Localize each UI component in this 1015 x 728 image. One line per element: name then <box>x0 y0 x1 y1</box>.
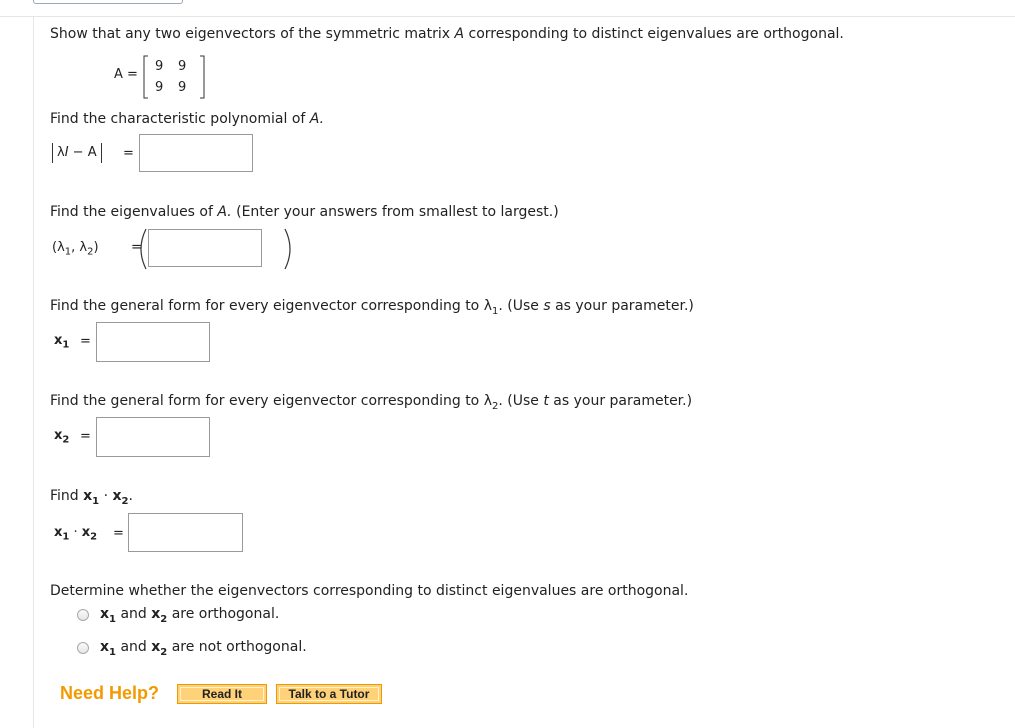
vector-sub: 2 <box>160 646 168 658</box>
equals-sign: = <box>131 240 142 255</box>
vector-sub: 1 <box>109 613 116 625</box>
equals-sign: = <box>80 334 91 349</box>
x1-label <box>54 333 69 351</box>
vector-x: x <box>100 639 110 655</box>
label-sub: 2 <box>87 246 94 258</box>
vector-sub: 2 <box>62 434 70 446</box>
question-prompt <box>50 26 844 42</box>
radio-orthogonal[interactable] <box>77 609 89 621</box>
eigenvalues-label <box>52 240 99 258</box>
instruction-var: A. <box>309 111 325 127</box>
vector-sub: 1 <box>62 339 70 351</box>
x2-label <box>54 428 69 446</box>
option-text: are not orthogonal. <box>167 639 307 655</box>
dot-symbol: · <box>69 525 82 540</box>
period: . <box>128 488 133 504</box>
determinant-bars <box>52 143 102 163</box>
label-sub: 1 <box>64 246 72 258</box>
label-part: ) <box>93 240 99 255</box>
matrix-cell: 9 <box>155 59 164 74</box>
vector-x: x <box>54 333 63 348</box>
vector-x: x <box>54 428 63 443</box>
eigenvalues-instruction <box>50 204 559 220</box>
char-poly-input[interactable] <box>139 134 253 172</box>
need-help-label: Need Help? <box>60 683 160 703</box>
matrix-cell: 9 <box>155 80 164 95</box>
instruction-text-end: (Enter your answers from smallest to largest.) <box>231 204 559 220</box>
instruction-text: Find the general form for every eigenvector corresponding to λ <box>50 393 492 409</box>
dot-instruction <box>50 488 133 507</box>
equals-sign: = <box>123 146 134 161</box>
instruction-text: Find the characteristic polynomial of <box>50 111 310 127</box>
matrix-cell: 9 <box>178 59 187 74</box>
option-text: and <box>116 639 152 655</box>
vector-sub: 2 <box>121 495 129 507</box>
matrix-brackets <box>141 54 207 100</box>
matrix-cell: 9 <box>178 80 187 95</box>
eigvec1-instruction <box>50 298 694 317</box>
vector-x: x <box>81 525 91 540</box>
orthogonal-instruction: Determine whether the eigenvectors corresponding to distinct eigenvalues are orthogonal. <box>50 583 689 599</box>
option-text: and <box>116 606 152 622</box>
vector-sub: 1 <box>92 495 100 507</box>
top-rule <box>0 16 1015 17</box>
read-it-label: Read It <box>201 687 242 701</box>
vector-sub: 2 <box>160 613 168 625</box>
char-poly-label <box>52 143 102 163</box>
vector-x: x <box>151 639 161 655</box>
talk-to-tutor-label: Talk to a Tutor <box>288 687 370 701</box>
label-part: (λ <box>52 240 65 255</box>
param-var: s <box>543 298 551 314</box>
param-var: t <box>543 393 549 409</box>
read-it-button[interactable] <box>177 684 267 704</box>
instruction-text: Find <box>50 488 84 504</box>
instruction-text: . (Use <box>498 393 544 409</box>
talk-to-tutor-button[interactable] <box>276 684 382 704</box>
option-orthogonal[interactable] <box>100 606 279 625</box>
top-frame <box>0 0 1015 16</box>
instruction-text: Find the eigenvalues of <box>50 204 218 220</box>
dot-symbol: · <box>99 488 113 504</box>
radio-not-orthogonal[interactable] <box>77 642 89 654</box>
header-tab-edge <box>33 0 183 4</box>
instruction-sub: 1 <box>491 305 499 317</box>
eigvec2-instruction <box>50 393 692 412</box>
identity-symbol: I <box>64 145 69 160</box>
vector-sub: 2 <box>90 531 98 543</box>
instruction-var: A. <box>217 204 232 220</box>
instruction-text: Find the general form for every eigenvector corresponding to λ <box>50 298 492 314</box>
eigenvalues-input[interactable] <box>148 229 262 267</box>
eigvec2-input[interactable] <box>96 417 210 457</box>
prompt-var: A <box>454 26 465 42</box>
prompt-text: Show that any two eigenvectors of the symmetric matrix <box>50 26 455 42</box>
vector-sub: 1 <box>62 531 70 543</box>
label-part: , λ <box>71 240 88 255</box>
option-text: are orthogonal. <box>167 606 280 622</box>
vector-sub: 1 <box>109 646 116 658</box>
prompt-text-end: corresponding to distinct eigenvalues are orthogonal. <box>464 26 844 42</box>
lambda-symbol: λ <box>57 145 65 160</box>
matrix-label: A = <box>114 67 138 82</box>
vector-x: x <box>54 525 63 540</box>
vector-x: x <box>100 606 110 622</box>
minus-a: − A <box>68 145 97 160</box>
instruction-sub: 2 <box>491 400 499 412</box>
vector-x: x <box>83 488 93 504</box>
instruction-text-end: as your parameter.) <box>550 298 694 314</box>
vector-x: x <box>151 606 161 622</box>
instruction-text: . (Use <box>498 298 544 314</box>
instruction-text-end: as your parameter.) <box>548 393 693 409</box>
equals-sign: = <box>113 526 124 541</box>
option-not-orthogonal[interactable] <box>100 639 307 658</box>
dot-label <box>54 525 97 543</box>
vector-x: x <box>112 488 122 504</box>
eigvec1-input[interactable] <box>96 322 210 362</box>
equals-sign: = <box>80 429 91 444</box>
char-poly-instruction <box>50 111 324 127</box>
left-rule <box>33 16 34 728</box>
dot-input[interactable] <box>128 513 243 552</box>
